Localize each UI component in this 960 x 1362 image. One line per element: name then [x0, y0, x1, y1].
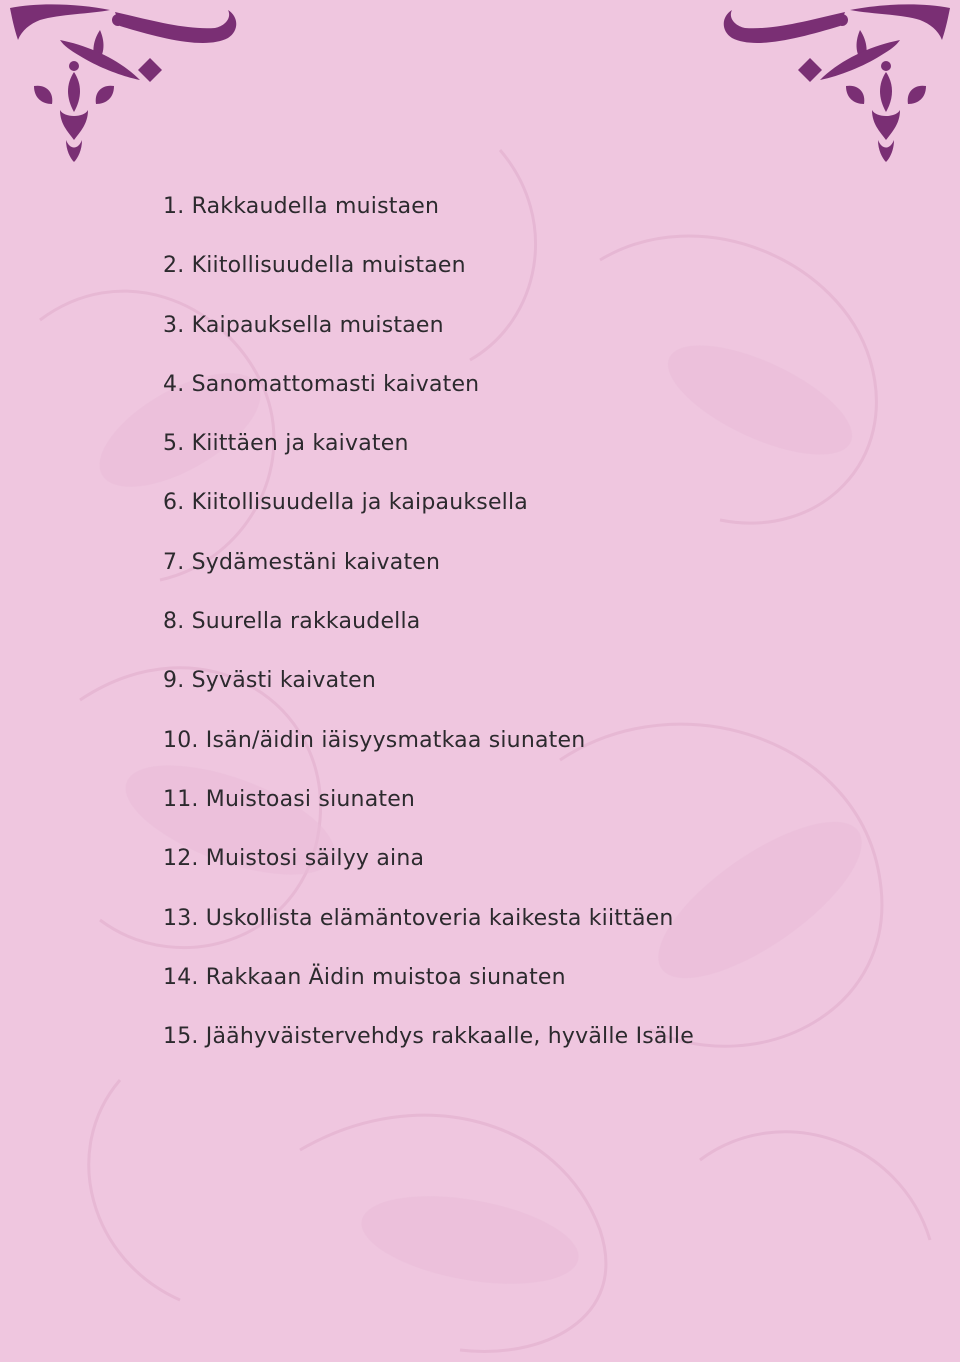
verse-number: 9.: [163, 668, 185, 694]
verse-number: 12.: [163, 846, 199, 872]
verse-number: 2.: [163, 253, 185, 279]
list-item: [163, 186, 923, 245]
list-item: [163, 660, 923, 719]
list-item: [163, 423, 923, 482]
verse-number: 10.: [163, 727, 199, 753]
verse-text: Suurella rakkaudella: [191, 609, 421, 635]
verse-number: 13.: [163, 905, 199, 931]
list-item: [163, 957, 923, 1016]
verse-text: Sanomattomasti kaivaten: [191, 371, 480, 397]
verse-text: Kiitollisuudella ja kaipauksella: [191, 490, 528, 516]
list-item: [163, 601, 923, 660]
list-item: [163, 838, 923, 897]
verse-text: Sydämestäni kaivaten: [191, 549, 441, 575]
verse-number: 7.: [163, 549, 185, 575]
verse-number: 14.: [163, 964, 199, 990]
floral-corner-ornament-icon: [0, 0, 240, 170]
verse-number: 11.: [163, 786, 199, 812]
verse-text: Isän/äidin iäisyysmatkaa siunaten: [205, 727, 586, 753]
list-item: [163, 482, 923, 541]
verse-text: Rakkaudella muistaen: [191, 194, 440, 219]
list-item: [163, 245, 923, 304]
list-item: [163, 1016, 923, 1075]
verse-text: Rakkaan Äidin muistoa siunaten: [205, 964, 566, 990]
list-item: [163, 898, 923, 957]
verse-number: 3.: [163, 312, 185, 338]
verse-number: 6.: [163, 490, 185, 516]
verse-text: Kiitollisuudella muistaen: [191, 253, 466, 279]
verse-number: 1.: [163, 194, 185, 219]
verse-text: Muistosi säilyy aina: [205, 846, 425, 872]
verse-text: Uskollista elämäntoveria kaikesta kiittäen: [205, 905, 674, 931]
verse-text: Kaipauksella muistaen: [191, 312, 444, 338]
list-item: [163, 305, 923, 364]
list-item: [163, 542, 923, 601]
verse-number: 8.: [163, 609, 185, 635]
verse-number: 4.: [163, 371, 185, 397]
verse-text: Muistoasi siunaten: [205, 786, 416, 812]
verse-number: 5.: [163, 431, 185, 457]
verse-list: [163, 186, 923, 1075]
list-item: [163, 720, 923, 779]
verse-text: Syvästi kaivaten: [191, 668, 377, 694]
verse-text: Kiittäen ja kaivaten: [191, 431, 409, 457]
floral-corner-ornament-icon: [720, 0, 960, 170]
verse-number: 15.: [163, 1024, 199, 1050]
verse-text: Jäähyväistervehdys rakkaalle, hyvälle Isälle: [205, 1024, 694, 1050]
list-item: [163, 364, 923, 423]
list-item: [163, 779, 923, 838]
